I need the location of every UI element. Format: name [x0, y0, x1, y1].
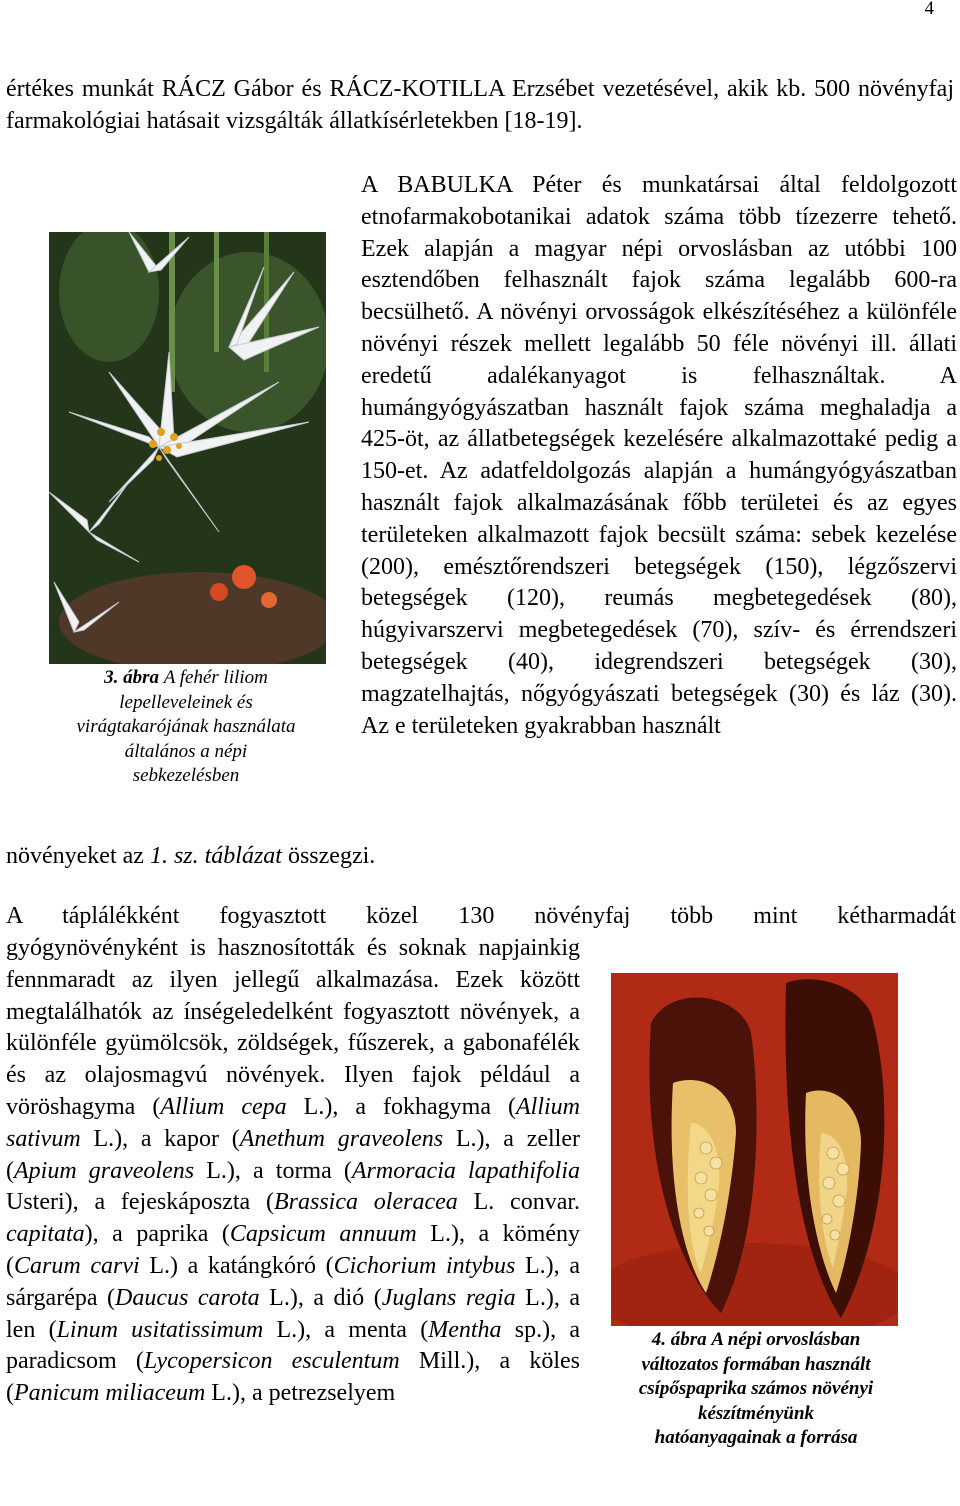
text-segment: L.), a kömény ( — [6, 1221, 580, 1279]
species-name: Allium cepa — [160, 1093, 287, 1120]
figure-4-caption-line-3: csípőspaprika számos növényi — [638, 1378, 874, 1400]
text-segment: L.), a kapor ( — [80, 1125, 240, 1152]
figure-4-caption-line-4: készítményünk — [697, 1402, 815, 1424]
figure-4-caption-line-2: változatos formában használt — [641, 1353, 871, 1375]
text-segment: L. convar. — [457, 1189, 581, 1216]
text-segment: L.), a fokhagyma ( — [286, 1093, 517, 1120]
species-name: Mentha — [428, 1316, 502, 1343]
intro-paragraph — [6, 74, 954, 138]
text-segment: sp.), a paradicsom ( — [6, 1316, 581, 1375]
paprika-photo — [611, 973, 898, 1326]
closing-line — [6, 841, 606, 873]
species-name: Capsicum annuum — [229, 1221, 417, 1248]
text-segment: L.), a sárgarépa ( — [6, 1252, 581, 1311]
figure-3-caption-line-3: virágtakarójának használata — [76, 716, 296, 738]
right-column-text: A BABULKA Péter és munkatársai által feldolgozott etnofarmakobotanikai adatok száma több tízezerre tehető. Ezek alapján a magyar népi orvoslásban az utóbbi 100 esztendőben felhasznált fajok száma legalább 600-ra becsülhető. A növényi orvosságok elkészítéséhez a különféle növényi részek mellett legalább 50 féle növényi ill. állati eredetű adalékanyagot is felhasználtak. A humángyógyászatban használt fajok száma meghaladja a 425-öt, az állatbetegségek kezelésére alkalmazottaké pedig a 150-et. Az adatfeldolgozás alapján a humángyógyászatban használt fajok alkalmazásának főbb területei és az egyes területeken alkalmazott fajok becsült száma: sebek kezelése (200), emésztőrendszeri betegségek (150), légzőszervi betegségek (120), reumás megbetegedések (80), húgyivarszervi megbetegedések (70), szív- és érrendszeri betegségek (40), idegrendszeri betegségek (30), magzatelhajtás, nőgyógyászati betegségek (30) és láz (30). Az e területeken gyakrabban használt — [361, 172, 957, 739]
species-name: Carum carvi — [14, 1252, 140, 1279]
text-segment: Mill.), a köles ( — [6, 1348, 580, 1407]
species-name: Cichorium intybus — [333, 1252, 516, 1279]
species-name: Panicum miliaceum — [14, 1380, 206, 1407]
text-segment: L.) a katángkóró ( — [139, 1252, 334, 1279]
paragraph-2-text — [6, 933, 580, 1410]
figure-4-caption-line-5: hatóanyagainak a forrása — [654, 1427, 858, 1449]
figure-3-caption-line-5: sebkezelésben — [132, 765, 240, 787]
species-name: Juglans regia — [381, 1284, 516, 1311]
text-segment: L.), a menta ( — [263, 1316, 429, 1343]
species-name: Anethum graveolens — [239, 1125, 444, 1152]
figure-4-caption-line-1: 4. ábra A népi orvoslásban — [651, 1329, 861, 1350]
table-reference: 1. sz. táblázat — [149, 843, 282, 869]
species-name: Brassica oleracea — [273, 1189, 458, 1216]
closing-pre: növényeket az — [6, 843, 150, 869]
figure-3-caption — [48, 666, 324, 789]
species-name: Allium sativum — [6, 1093, 581, 1152]
text-segment: L.), a petrezselyem — [205, 1380, 396, 1407]
right-column-paragraph — [361, 170, 957, 742]
figure-3-label: 3. ábra — [104, 667, 159, 688]
figure-3-caption-line-2: lepelleveleinek és — [119, 691, 253, 713]
text-segment: L.), a dió ( — [259, 1284, 382, 1311]
figure-4-label: 4. ábra — [651, 1329, 707, 1350]
text-segment: gyógynövényként is hasznosították és soknak napjainkig fennmaradt az ilyen jellegű alkalmazása. Ezek között megtalálhatók az ínségeledelként fogyasztott növények, a különféle gyümölcsök, zöldségek, fűszerek, a gabonafélék és az olajosmagvú növények. Ilyen fajok például a vöröshagyma ( — [6, 935, 580, 1120]
paragraph-2 — [6, 933, 580, 1410]
species-name: Apium graveolens — [14, 1157, 195, 1184]
figure-3-caption-line-4: általános a népi — [124, 740, 248, 762]
species-name: Daucus carota — [115, 1284, 260, 1311]
paprika-illustration — [611, 973, 898, 1326]
species-name: Lycopersicon esculentum — [143, 1348, 400, 1375]
closing-post: összegzi. — [281, 843, 376, 869]
intro-text: értékes munkát RÁCZ Gábor és RÁCZ-KOTILLA Erzsébet vezetésével, akik kb. 500 növényfaj farmakológiai hatásait vizsgálták állatkísérletekben [18-19]. — [6, 76, 954, 134]
figure-3-caption-line-1: 3. ábra A fehér liliom — [104, 667, 268, 688]
lily-illustration — [49, 232, 326, 664]
text-segment: L.), a zeller ( — [6, 1125, 580, 1184]
page-number: 4 — [924, 0, 934, 19]
text-segment: Usteri), a fejeskáposzta ( — [6, 1189, 274, 1216]
text-segment: L.), a len ( — [6, 1284, 581, 1343]
white-lily-photo — [49, 232, 326, 664]
species-name: capitata — [6, 1221, 85, 1248]
paragraph-2-first-line: A táplálékként fogyasztott közel 130 növényfaj több mint kétharmadát — [6, 903, 956, 929]
text-segment: ), a paprika ( — [84, 1221, 230, 1248]
figure-4-caption — [606, 1328, 906, 1451]
species-name: Linum usitatissimum — [56, 1316, 264, 1343]
species-name: Armoracia lapathifolia — [351, 1157, 580, 1184]
text-segment: L.), a torma ( — [194, 1157, 352, 1184]
